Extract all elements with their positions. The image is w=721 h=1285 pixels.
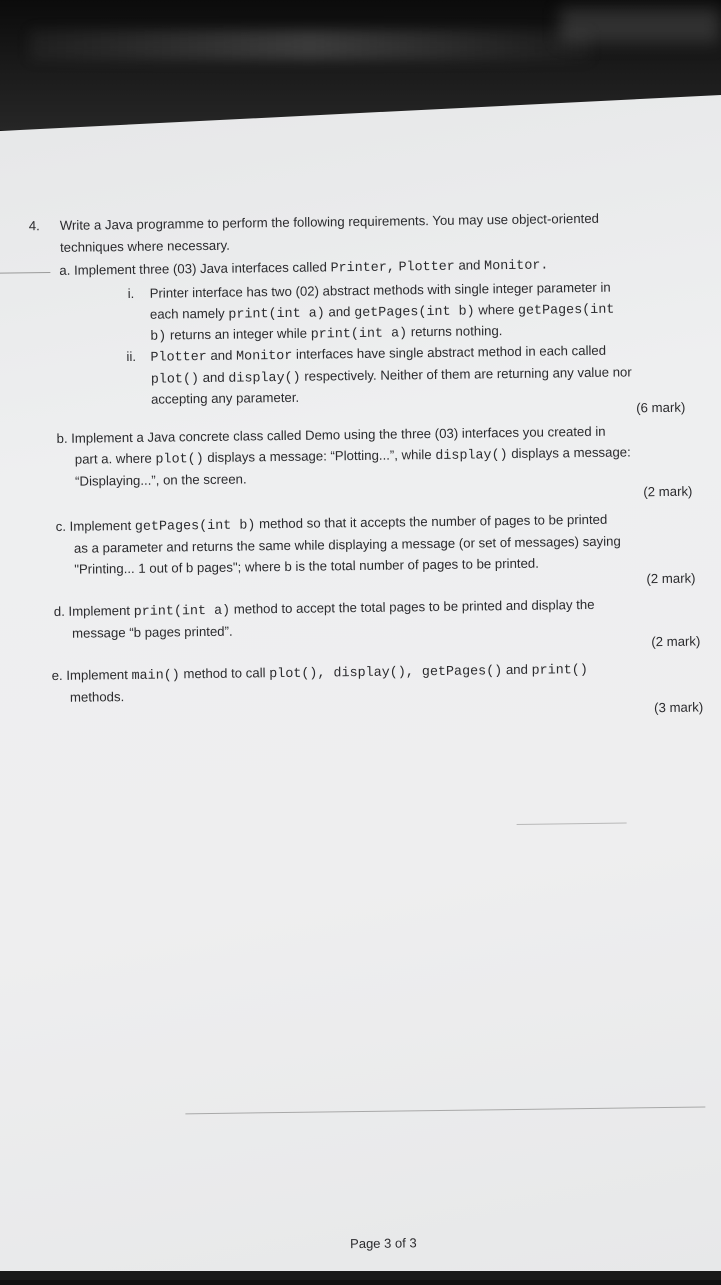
- code-print: print(): [531, 663, 588, 679]
- part-d-text: d. Implement: [53, 602, 134, 619]
- part-a-and: and: [454, 257, 485, 273]
- question-intro-line-1: Write a Java programme to perform the following requirements. You may use object-oriented: [59, 210, 600, 233]
- item-i-nothing: returns nothing.: [407, 323, 503, 340]
- code-display-2: display(): [435, 448, 508, 464]
- item-ii-line-1: [150, 343, 606, 367]
- item-ii-text-2: respectively. Neither of them are returning any value nor: [300, 364, 632, 384]
- part-d-text-2: method to accept the total pages to be printed and display the: [230, 596, 595, 617]
- part-b-line-3: “Displaying...”, on the screen.: [75, 471, 247, 489]
- code-plotter: Plotter: [398, 259, 455, 276]
- part-b-text: part a. where: [74, 450, 156, 467]
- part-e-line-2: methods.: [69, 689, 125, 705]
- item-ii-and: and: [206, 347, 237, 363]
- code-print-int-a: print(int a): [228, 306, 325, 323]
- item-ii-text: interfaces have single abstract method in each called: [292, 342, 607, 362]
- part-c-text-2: method so that it accepts the number of pages to be printed: [255, 511, 608, 532]
- page-number: Page 3 of 3: [350, 1235, 417, 1252]
- part-c-line-3: "Printing... 1 out of b pages"; where b is the total number of pages to be printed.: [74, 555, 539, 577]
- code-print-int-a-2: print(int a): [310, 326, 408, 343]
- part-e-text-2: method to call: [179, 665, 270, 682]
- code-getpages-int-b: getPages(int b): [354, 304, 475, 322]
- part-b-text-2: displays a message: “Plotting...”, while: [203, 446, 436, 466]
- faint-line-2: [185, 1107, 705, 1115]
- part-d-mark: (2 mark): [651, 633, 701, 650]
- part-b-line-2: [75, 444, 631, 469]
- part-c-mark: (2 mark): [646, 570, 696, 587]
- item-ii-line-3: accepting any parameter.: [150, 389, 300, 407]
- item-ii-label: ii.: [126, 348, 137, 365]
- item-i-returns: returns an integer while: [166, 325, 311, 343]
- item-i-line-1: Printer interface has two (02) abstract methods with single integer parameter in: [149, 279, 611, 301]
- code-getpages-int-b-2: getPages(int b): [134, 518, 256, 535]
- item-i-line-2: [150, 301, 615, 325]
- part-e-text: e. Implement: [51, 666, 132, 684]
- item-i-line-3: [150, 323, 502, 346]
- item-i-text: each namely: [149, 305, 229, 322]
- code-monitor-2: Monitor: [235, 348, 293, 365]
- item-i-where: where: [474, 301, 519, 318]
- question-intro-line-2: techniques where necessary.: [59, 237, 230, 255]
- part-b-line-1: b. Implement a Java concrete class called Demo using the three (03) interfaces you created in: [56, 423, 606, 446]
- part-e-and: and: [502, 661, 532, 678]
- item-ii-line-2: [151, 364, 632, 388]
- code-monitor: Monitor.: [484, 258, 549, 275]
- part-b-mark: (2 mark): [643, 483, 693, 500]
- part-d-line-2: message “b pages printed”.: [72, 623, 233, 641]
- part-b-text-3: displays a message:: [507, 444, 631, 462]
- code-plot: plot(): [150, 372, 200, 388]
- code-plotter-2: Plotter: [150, 349, 207, 366]
- code-method-list: plot(), display(), getPages(): [269, 664, 503, 683]
- code-display: display(): [228, 370, 301, 387]
- faint-line-1: [517, 823, 627, 825]
- part-c-text: c. Implement: [55, 517, 135, 534]
- part-c-line-1: [56, 512, 608, 537]
- item-ii-and-2: and: [198, 369, 229, 386]
- left-stray-line: [0, 272, 50, 274]
- part-e-line-1: [52, 661, 588, 686]
- part-c-line-2: as a parameter and returns the same while displaying a message (or set of messages) saying: [73, 533, 621, 556]
- part-a-line-1: [59, 256, 548, 280]
- item-i-and: and: [324, 304, 355, 320]
- code-getpages-int: getPages(int: [517, 302, 615, 319]
- item-i-label: i.: [127, 285, 135, 302]
- code-plot-2: plot(): [155, 452, 204, 468]
- code-main: main(): [131, 668, 180, 684]
- part-a-mark: (6 mark): [636, 399, 686, 416]
- code-print-int-a-3: print(int a): [133, 603, 231, 620]
- question-number: 4.: [28, 218, 40, 234]
- code-b-paren: b): [150, 329, 167, 345]
- part-d-line-1: [54, 597, 595, 622]
- part-a-text: a. Implement three (03) Java interfaces called: [59, 259, 331, 278]
- code-printer: Printer,: [330, 260, 395, 277]
- part-e-mark: (3 mark): [654, 699, 704, 716]
